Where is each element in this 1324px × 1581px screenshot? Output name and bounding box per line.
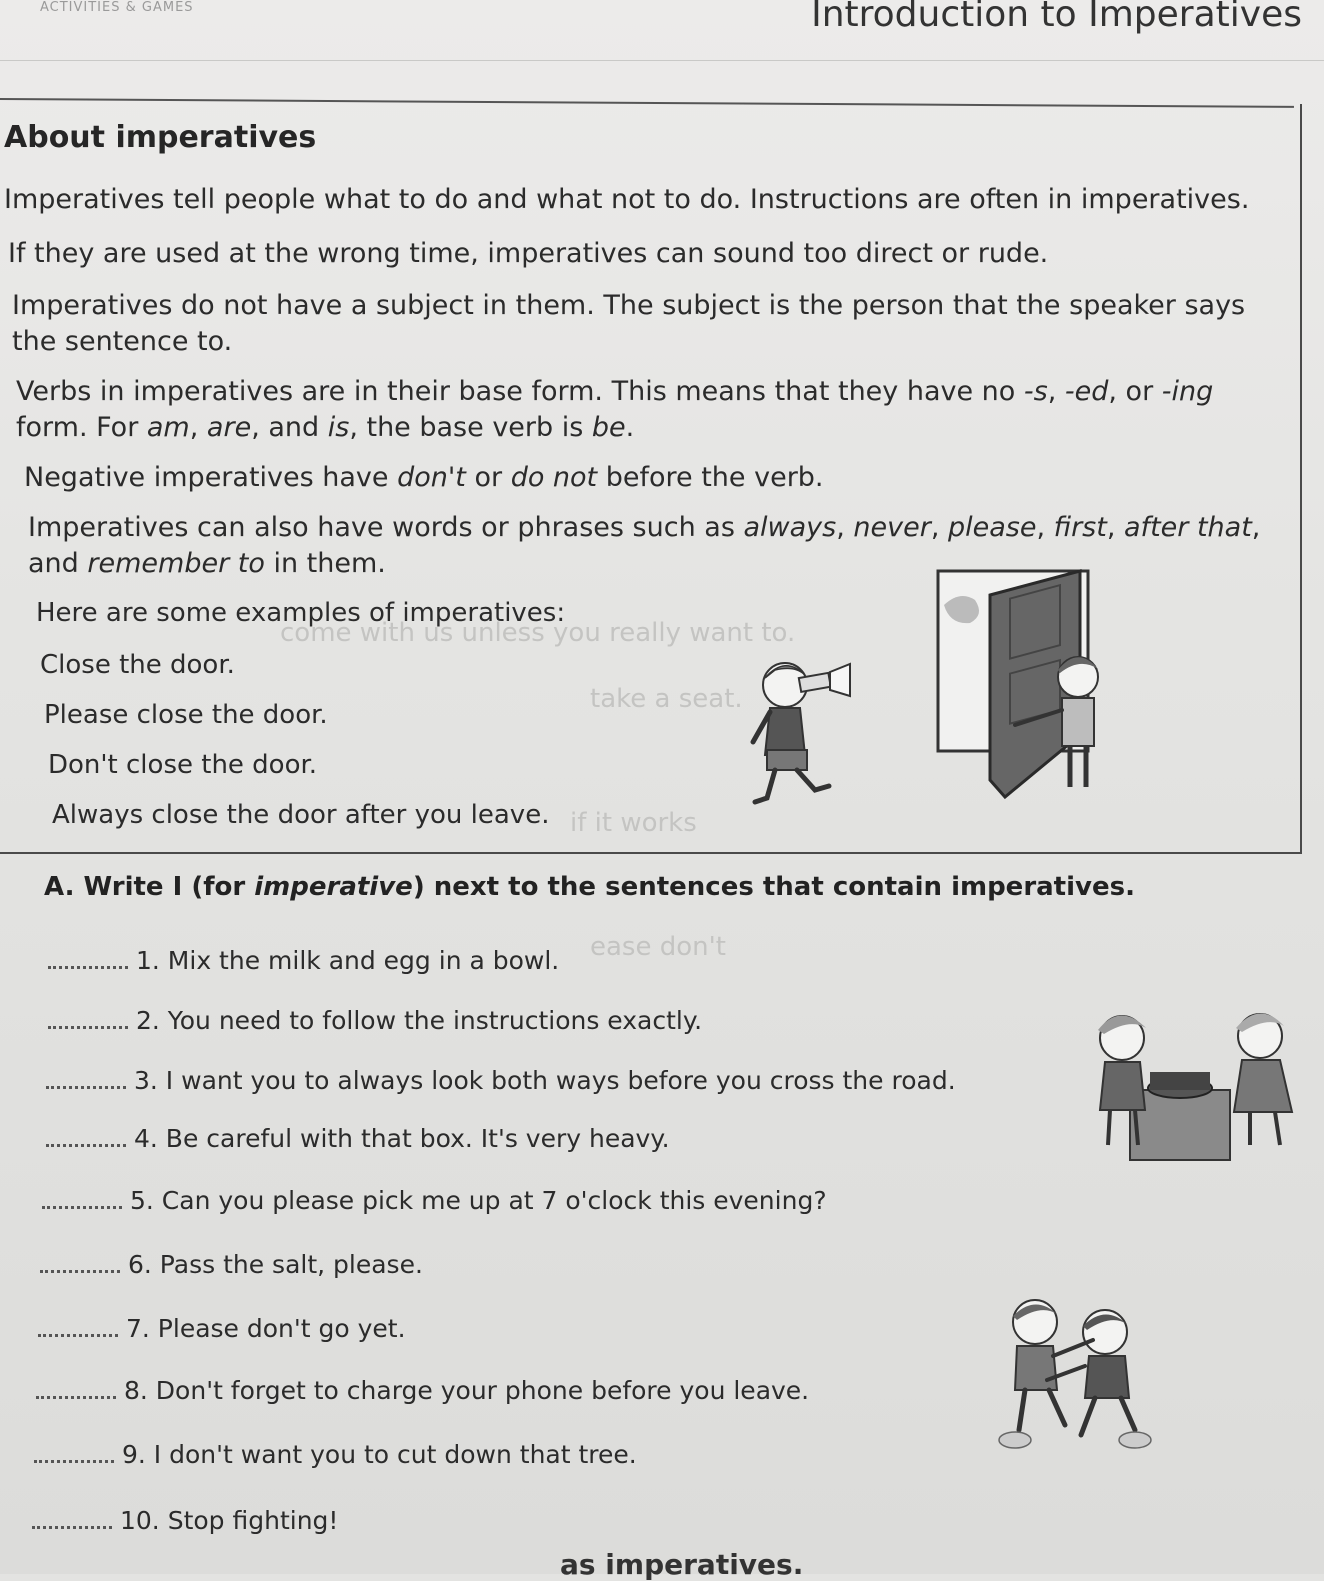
italic-term: be xyxy=(591,412,626,443)
answer-blank[interactable] xyxy=(48,965,128,969)
page-title: Introduction to Imperatives xyxy=(811,0,1302,35)
text-run: , xyxy=(1251,512,1261,543)
bleed-through-text: take a seat. xyxy=(590,684,743,714)
girls-cooking-illustration xyxy=(1070,1000,1310,1165)
text-run: , xyxy=(1036,512,1054,543)
text-run: Verbs in imperatives are in their base form. This means that they have no xyxy=(16,376,1024,407)
exercise-item xyxy=(36,1376,809,1405)
answer-blank[interactable] xyxy=(46,1143,126,1147)
about-p1-text: Imperatives tell people what to do and what not to do. Instructions are often in imperatives. xyxy=(4,184,1250,215)
item-text: 6. Pass the salt, please. xyxy=(128,1250,423,1279)
text-run: , xyxy=(189,412,207,443)
item-text: 1. Mix the milk and egg in a bowl. xyxy=(136,946,560,975)
text-run: A. Write I (for xyxy=(44,872,255,902)
text-run: , xyxy=(1047,376,1065,407)
answer-blank[interactable] xyxy=(36,1395,116,1399)
item-text: 10. Stop fighting! xyxy=(120,1506,339,1535)
bleed-through-text: ease don't xyxy=(590,932,726,962)
text-run: , the base verb is xyxy=(349,412,592,443)
example-sentence: Close the door. xyxy=(40,650,235,680)
text-run: , and xyxy=(251,412,328,443)
answer-blank[interactable] xyxy=(48,1025,128,1029)
answer-blank[interactable] xyxy=(34,1459,114,1463)
text-run: , or xyxy=(1108,376,1162,407)
item-text: 4. Be careful with that box. It's very heavy. xyxy=(134,1124,670,1153)
answer-blank[interactable] xyxy=(32,1525,112,1529)
text-run: . xyxy=(625,412,635,443)
exercise-item xyxy=(32,1506,338,1535)
exercise-item xyxy=(46,1066,956,1095)
boy-door-illustration xyxy=(930,565,1100,805)
italic-term: are xyxy=(206,412,252,443)
text-run: , xyxy=(930,512,948,543)
italic-term: never xyxy=(853,512,931,543)
about-paragraph-1 xyxy=(4,182,1249,218)
bleed-through-text: come with us unless you really want to. xyxy=(280,618,796,648)
italic-term: first xyxy=(1053,512,1107,543)
item-text: 3. I want you to always look both ways before you cross the road. xyxy=(134,1066,956,1095)
exercise-item xyxy=(48,946,559,975)
item-text: 5. Can you please pick me up at 7 o'clock this evening? xyxy=(130,1186,827,1215)
header-divider xyxy=(0,60,1324,61)
exercise-item xyxy=(40,1250,423,1279)
section-a-instructions xyxy=(44,872,1135,902)
item-text: 9. I don't want you to cut down that tree. xyxy=(122,1440,637,1469)
about-title: About imperatives xyxy=(4,120,317,155)
about-paragraph-5 xyxy=(24,460,824,496)
text-run: , xyxy=(1106,512,1125,543)
example-sentence: Don't close the door. xyxy=(48,750,318,780)
item-text: 8. Don't forget to charge your phone before you leave. xyxy=(124,1376,810,1405)
exercise-item xyxy=(42,1186,827,1215)
example-sentence: Please close the door. xyxy=(44,700,328,730)
about-p3-line2: the sentence to. xyxy=(12,326,233,357)
exercise-item xyxy=(48,1006,702,1035)
bleed-through-text: if it works xyxy=(570,808,697,838)
text-run: Negative imperatives have xyxy=(24,462,398,493)
example-sentence: Always close the door after you leave. xyxy=(52,800,550,830)
about-p2-text: If they are used at the wrong time, imperatives can sound too direct or rude. xyxy=(8,238,1049,269)
about-paragraph-4 xyxy=(16,374,1213,446)
cut-off-footer-text: as imperatives. xyxy=(560,1548,804,1581)
series-label: ACTIVITIES & GAMES xyxy=(40,0,194,15)
italic-term: am xyxy=(146,412,190,443)
text-run: and xyxy=(28,548,88,579)
item-text: 7. Please don't go yet. xyxy=(126,1314,406,1343)
text-run: in them. xyxy=(264,548,386,579)
italic-term: imperative xyxy=(254,872,413,902)
about-p3-line1: Imperatives do not have a subject in them. The subject is the person that the speaker says xyxy=(12,290,1246,321)
exercise-item xyxy=(46,1124,670,1153)
italic-term: always xyxy=(743,512,837,543)
answer-blank[interactable] xyxy=(46,1085,126,1089)
italic-term: after that xyxy=(1124,512,1252,543)
italic-term: please xyxy=(947,512,1037,543)
italic-term: is xyxy=(327,412,350,443)
text-run: or xyxy=(465,462,511,493)
text-run: before the verb. xyxy=(597,462,824,493)
exercise-item xyxy=(34,1440,637,1469)
italic-term: -ed xyxy=(1064,376,1109,407)
text-run: ) next to the sentences that contain imperatives. xyxy=(412,872,1135,902)
about-paragraph-2 xyxy=(8,236,1048,272)
italic-term: remember to xyxy=(87,548,265,579)
examples-intro: Here are some examples of imperatives: xyxy=(36,598,566,628)
about-paragraph-3 xyxy=(12,288,1245,360)
italic-term: -s xyxy=(1023,376,1048,407)
italic-term: -ing xyxy=(1161,376,1214,407)
text-run: Imperatives can also have words or phrases such as xyxy=(28,512,744,543)
item-text: 2. You need to follow the instructions exactly. xyxy=(136,1006,703,1035)
boys-fighting-illustration xyxy=(985,1290,1165,1460)
italic-term: do not xyxy=(510,462,598,493)
exercise-item xyxy=(38,1314,406,1343)
boy-megaphone-illustration xyxy=(745,650,865,810)
text-run: , xyxy=(836,512,854,543)
text-run: form. For xyxy=(16,412,147,443)
answer-blank[interactable] xyxy=(42,1205,122,1209)
italic-term: don't xyxy=(397,462,466,493)
answer-blank[interactable] xyxy=(38,1333,118,1337)
answer-blank[interactable] xyxy=(40,1269,120,1273)
